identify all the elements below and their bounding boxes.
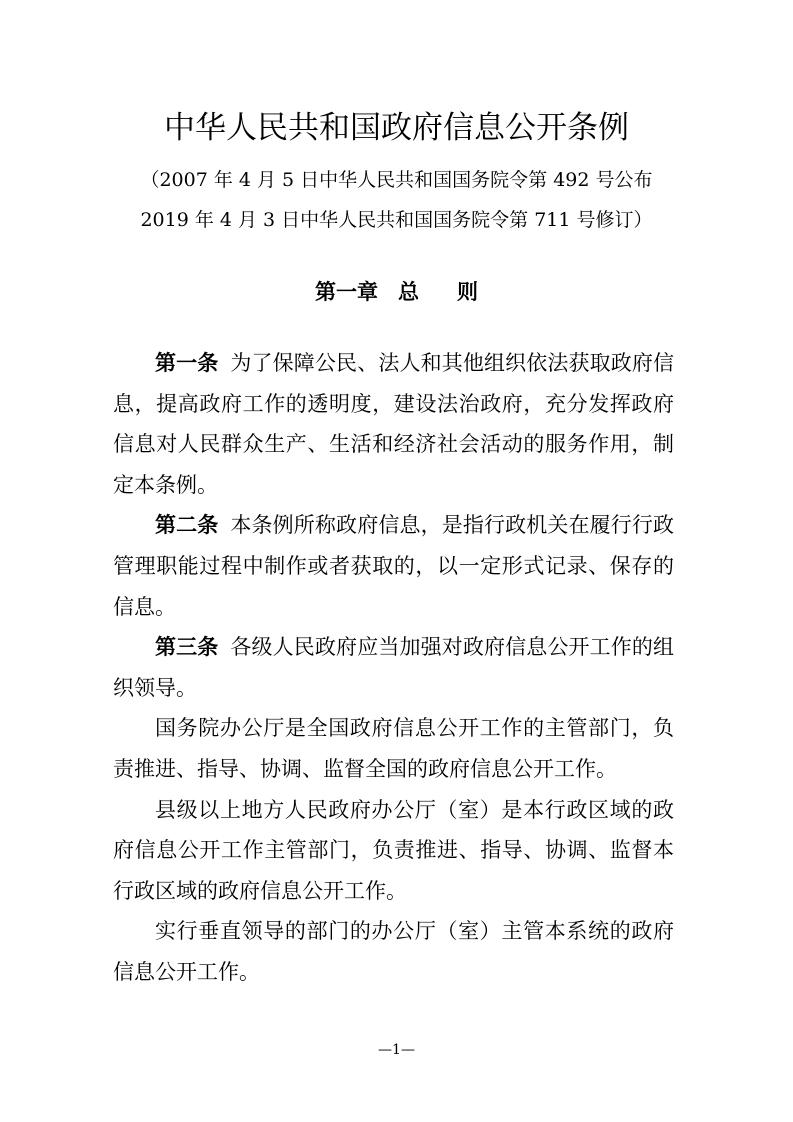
document-body [113, 343, 674, 993]
article-number: 第一条 [155, 351, 219, 375]
paragraph-text: 国务院办公厅是全国政府信息公开工作的主管部门，负责推进、指导、协调、监督全国的政府信息公开工作。 [113, 716, 674, 781]
paragraph [113, 708, 674, 789]
article-number: 第三条 [155, 635, 219, 660]
paragraph [113, 627, 674, 708]
paragraph-text: 本条例所称政府信息，是指行政机关在履行行政管理职能过程中制作或者获取的，以一定形式记录、保存的信息。 [113, 513, 675, 619]
paragraph [113, 343, 674, 505]
subtitle-line-2: 2019 年 4 月 3 日中华人民共和国国务院令第 711 号修订） [140, 209, 653, 231]
chapter-title-part-1: 总 [398, 280, 419, 304]
page-number: —1— [378, 1042, 415, 1058]
paragraph-text: 县级以上地方人民政府办公厅（室）是本行政区域的政府信息公开工作主管部门，负责推进、指导、协调、监督本行政区域的政府信息公开工作。 [113, 797, 674, 903]
paragraph [113, 911, 674, 992]
chapter-heading [0, 277, 793, 307]
document-title: 中华人民共和国政府信息公开条例 [164, 110, 629, 146]
paragraph-text: 各级人民政府应当加强对政府信息公开工作的组织领导。 [113, 635, 675, 700]
subtitle-line-1: （2007 年 4 月 5 日中华人民共和国国务院令第 492 号公布 [140, 169, 653, 191]
chapter-number: 第一章 [315, 280, 378, 304]
paragraph-text: 为了保障公民、法人和其他组织依法获取政府信息，提高政府工作的透明度，建设法治政府，充分发挥政府信息对人民群众生产、生活和经济社会活动的服务作用，制定本条例。 [113, 351, 675, 497]
chapter-title-part-2: 则 [457, 280, 478, 304]
article-number: 第二条 [155, 513, 219, 538]
paragraph [113, 790, 674, 912]
paragraph-text: 实行垂直领导的部门的办公厅（室）主管本系统的政府信息公开工作。 [113, 919, 674, 984]
paragraph [113, 505, 674, 627]
